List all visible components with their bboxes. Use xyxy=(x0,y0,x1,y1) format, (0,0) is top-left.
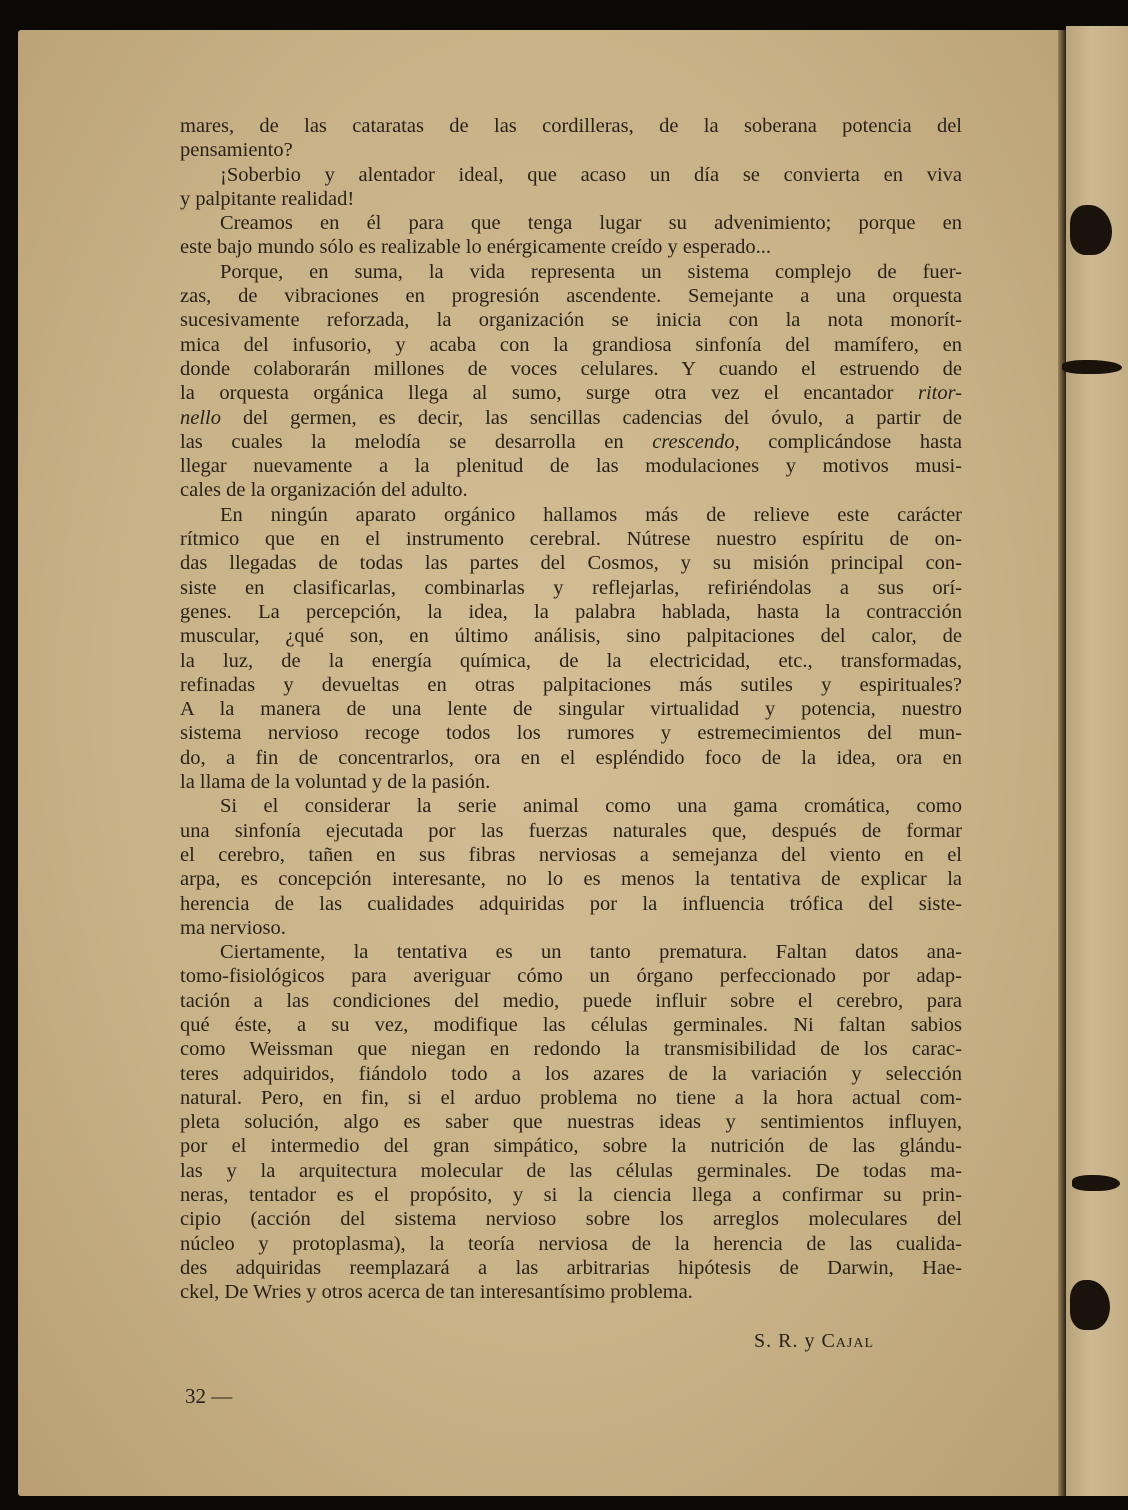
text-line xyxy=(180,1159,962,1183)
body-text xyxy=(180,114,962,1305)
text-line xyxy=(180,673,962,697)
text-line xyxy=(180,892,962,916)
line-text: neras, tentador es el propósito, y si la ciencia llega a confirmar su prin- xyxy=(180,1184,962,1207)
text-line xyxy=(180,235,962,259)
line-text: cales de la organización del adulto. xyxy=(180,479,468,502)
text-line xyxy=(180,600,962,624)
line-text: herencia de las cualidades adquiridas por la influencia trófica del siste- xyxy=(180,892,962,915)
text-line xyxy=(180,1086,962,1110)
text-line xyxy=(180,1256,962,1280)
text-line xyxy=(180,357,962,381)
line-text: pleta solución, algo es saber que nuestras ideas y sentimientos influyen, xyxy=(180,1111,962,1134)
line-text: Porque, en suma, la vida representa un sistema complejo de fuer- xyxy=(220,260,962,283)
italic-text: ritor- xyxy=(917,382,962,405)
text-line xyxy=(180,989,962,1013)
line-text: pensamiento? xyxy=(180,139,293,162)
line-text: el cerebro, tañen en sus fibras nerviosas a semejanza del viento en el xyxy=(180,843,962,866)
line-text: como Weissman que niegan en redondo la transmisibilidad de los carac- xyxy=(180,1038,962,1061)
line-text: la llama de la voluntad y de la pasión. xyxy=(180,771,491,794)
line-text: este bajo mundo sólo es realizable lo enérgicamente creído y esperado... xyxy=(180,236,772,259)
line-text: ma nervioso. xyxy=(180,916,286,939)
ink-blot xyxy=(1070,1280,1110,1330)
page-number: 32 — xyxy=(185,1384,233,1408)
text-line xyxy=(180,1037,962,1061)
italic-text: nello xyxy=(180,406,221,429)
line-text: núcleo y protoplasma), la teoría nerviosa de la herencia de las cualida- xyxy=(180,1232,962,1255)
text-line xyxy=(180,308,962,332)
line-text: y palpitante realidad! xyxy=(180,187,355,210)
line-text: zas, de vibraciones en progresión ascendente. Semejante a una orquesta xyxy=(180,285,962,308)
text-line xyxy=(180,624,962,648)
line-text: del germen, es decir, las sencillas cadencias del óvulo, a partir de xyxy=(221,406,962,429)
line-text: do, a fin de concentrarlos, ora en el espléndido foco de la idea, ora en xyxy=(180,746,962,769)
line-text: natural. Pero, en fin, si el arduo problema no tiene a la hora actual com- xyxy=(180,1086,962,1109)
line-text: A la manera de una lente de singular virtualidad y potencia, nuestro xyxy=(180,698,962,721)
line-text: muscular, ¿qué son, en último análisis, sino palpitaciones del calor, de xyxy=(180,625,962,648)
line-text: refinadas y devueltas en otras palpitaciones más sutiles y espirituales? xyxy=(180,673,962,696)
line-text: por el intermedio del gran simpático, sobre la nutrición de las glándu- xyxy=(180,1135,962,1158)
author-signature xyxy=(754,1330,874,1353)
line-text: das llegadas de todas las partes del Cosmos, y su misión principal con- xyxy=(180,552,962,575)
text-line xyxy=(180,746,962,770)
text-line xyxy=(180,964,962,988)
text-line xyxy=(180,211,962,235)
text-line xyxy=(180,1110,962,1134)
text-line xyxy=(180,187,962,211)
text-line xyxy=(180,1183,962,1207)
line-text: la orquesta orgánica llega al sumo, surge otra vez el encantador xyxy=(180,382,918,405)
ink-blot xyxy=(1072,1175,1120,1191)
line-text: arpa, es concepción interesante, no lo es menos la tentativa de explicar la xyxy=(180,868,962,891)
line-text: complicándose hasta xyxy=(739,430,962,453)
italic-text: crescendo, xyxy=(652,430,740,453)
line-text: las cuales la melodía se desarrolla en xyxy=(180,430,653,453)
line-text: En ningún aparato orgánico hallamos más de relieve este carácter xyxy=(220,503,962,526)
text-line xyxy=(180,649,962,673)
text-line xyxy=(180,406,962,430)
text-line xyxy=(180,333,962,357)
line-text: Si el considerar la serie animal como una gama cromática, como xyxy=(220,795,962,818)
ink-blot xyxy=(1062,360,1122,374)
text-line xyxy=(180,770,962,794)
line-text: sistema nervioso recoge todos los rumores y estremecimientos del mun- xyxy=(180,722,962,745)
text-line xyxy=(180,794,962,818)
text-line xyxy=(180,1207,962,1231)
text-line xyxy=(180,381,962,405)
text-line xyxy=(180,697,962,721)
text-line xyxy=(180,1280,962,1304)
text-line xyxy=(180,163,962,187)
signature-surname: Cajal xyxy=(821,1330,875,1352)
line-text: la luz, de la energía química, de la electricidad, etc., transformadas, xyxy=(180,649,962,672)
text-line xyxy=(180,138,962,162)
signature-initials: S. R. y xyxy=(754,1330,822,1352)
text-line xyxy=(180,478,962,502)
text-line xyxy=(180,576,962,600)
line-text: qué éste, a su vez, modifique las células germinales. Ni faltan sabios xyxy=(180,1013,962,1036)
text-line xyxy=(180,916,962,940)
text-line xyxy=(180,721,962,745)
text-line xyxy=(180,819,962,843)
text-line xyxy=(180,551,962,575)
text-line xyxy=(180,430,962,454)
text-line xyxy=(180,940,962,964)
line-text: tación a las condiciones del medio, puede influir sobre el cerebro, para xyxy=(180,989,962,1012)
text-line xyxy=(180,843,962,867)
text-line xyxy=(180,503,962,527)
text-line xyxy=(180,1062,962,1086)
text-line xyxy=(180,114,962,138)
line-text: cipio (acción del sistema nervioso sobre los arreglos moleculares del xyxy=(180,1208,962,1231)
line-text: mica del infusorio, y acaba con la grandiosa sinfonía del mamífero, en xyxy=(180,333,962,356)
line-text: ckel, De Wries y otros acerca de tan interesantísimo problema. xyxy=(180,1281,693,1304)
page-gutter xyxy=(1058,30,1066,1496)
text-line xyxy=(180,1013,962,1037)
line-text: Ciertamente, la tentativa es un tanto prematura. Faltan datos ana- xyxy=(220,941,962,964)
line-text: Creamos en él para que tenga lugar su advenimiento; porque en xyxy=(220,212,962,235)
line-text: teres adquiridos, fiándolo todo a los azares de la variación y selección xyxy=(180,1062,962,1085)
line-text: rítmico que en el instrumento cerebral. Nútrese nuestro espíritu de on- xyxy=(180,528,962,551)
line-text: mares, de las cataratas de las cordilleras, de la soberana potencia del xyxy=(180,115,962,137)
line-text: siste en clasificarlas, combinarlas y reflejarlas, refiriéndolas a sus orí- xyxy=(180,576,962,599)
line-text: llegar nuevamente a la plenitud de las modulaciones y motivos musi- xyxy=(180,455,962,478)
text-line xyxy=(180,284,962,308)
line-text: una sinfonía ejecutada por las fuerzas naturales que, después de formar xyxy=(180,819,962,842)
line-text: sucesivamente reforzada, la organización se inicia con la nota monorít- xyxy=(180,309,962,332)
line-text: las y la arquitectura molecular de las células germinales. De todas ma- xyxy=(180,1159,962,1182)
line-text: des adquiridas reemplazará a las arbitrarias hipótesis de Darwin, Hae- xyxy=(180,1256,962,1279)
line-text: donde colaborarán millones de voces celulares. Y cuando el estruendo de xyxy=(180,357,962,380)
text-line xyxy=(180,527,962,551)
ink-blot xyxy=(1070,205,1112,255)
line-text: tomo-fisiológicos para averiguar cómo un órgano perfeccionado por adap- xyxy=(180,965,962,988)
text-line xyxy=(180,1232,962,1256)
line-text: genes. La percepción, la idea, la palabra hablada, hasta la contracción xyxy=(180,600,962,623)
text-line xyxy=(180,1134,962,1158)
text-line xyxy=(180,454,962,478)
text-line xyxy=(180,867,962,891)
text-line xyxy=(180,260,962,284)
line-text: ¡Soberbio y alentador ideal, que acaso un día se convierta en viva xyxy=(220,163,962,186)
